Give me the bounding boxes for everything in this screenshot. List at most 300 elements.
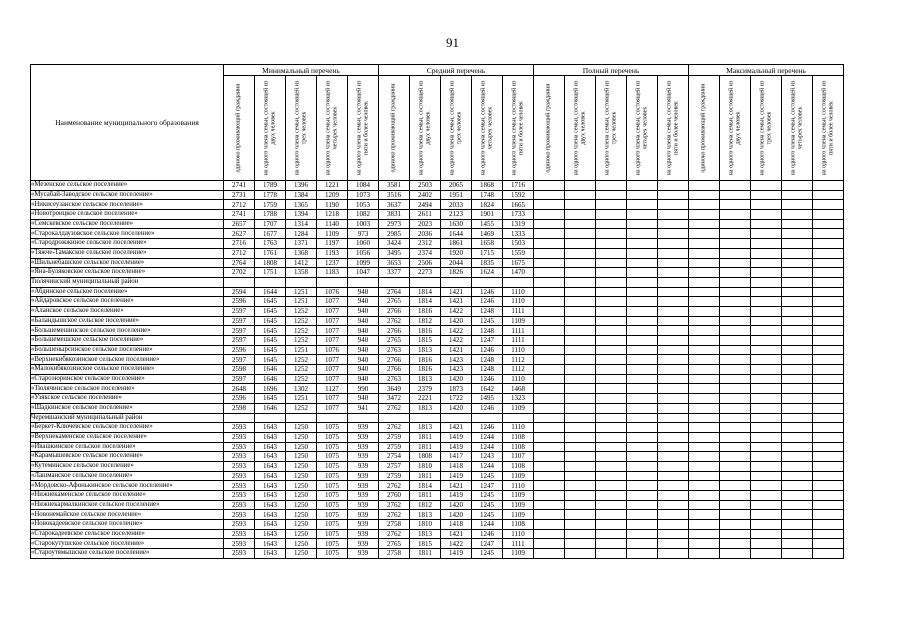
value-minimal: 2597	[224, 326, 255, 336]
value-full	[596, 539, 627, 549]
municipality-name: «Новонемайское сельское поселение»	[31, 510, 224, 520]
value-average: 2312	[410, 239, 441, 249]
value-maximal	[751, 200, 782, 210]
value-minimal: 1077	[317, 326, 348, 336]
value-full	[658, 355, 689, 365]
value-minimal: 1250	[286, 432, 317, 442]
value-full	[596, 229, 627, 239]
value-full	[565, 423, 596, 433]
value-minimal: 2597	[224, 374, 255, 384]
empty-cell	[503, 277, 534, 287]
value-maximal	[689, 520, 720, 530]
value-full	[565, 316, 596, 326]
value-maximal	[689, 219, 720, 229]
value-average: 1423	[441, 355, 472, 365]
value-maximal	[751, 442, 782, 452]
value-minimal: 939	[348, 549, 379, 559]
value-full	[565, 384, 596, 394]
value-average: 1873	[441, 384, 472, 394]
value-full	[534, 442, 565, 452]
municipality-name: «Тюлячинское сельское поселение»	[31, 384, 224, 394]
value-full	[658, 287, 689, 297]
value-maximal	[751, 219, 782, 229]
value-average: 1813	[410, 423, 441, 433]
municipality-name: «Малокибякозинское сельское поселение»	[31, 365, 224, 375]
value-full	[534, 258, 565, 268]
municipality-name: «Узякское сельское поселение»	[31, 394, 224, 404]
value-minimal: 1183	[317, 268, 348, 278]
value-average: 1246	[472, 529, 503, 539]
value-minimal: 1250	[286, 471, 317, 481]
value-full	[658, 297, 689, 307]
value-average: 1815	[410, 336, 441, 346]
value-maximal	[689, 549, 720, 559]
value-minimal: 1250	[286, 529, 317, 539]
value-average: 1108	[503, 520, 534, 530]
value-full	[658, 423, 689, 433]
value-full	[658, 461, 689, 471]
value-minimal: 940	[348, 306, 379, 316]
value-maximal	[813, 355, 844, 365]
value-maximal	[782, 442, 813, 452]
value-minimal: 1251	[286, 394, 317, 404]
value-minimal: 940	[348, 374, 379, 384]
value-minimal: 1284	[286, 229, 317, 239]
value-minimal: 1076	[317, 287, 348, 297]
value-full	[596, 529, 627, 539]
value-full	[658, 403, 689, 413]
sub-header-label: на одного члена семьи, состоящей из трех человек	[294, 80, 307, 176]
value-maximal	[782, 452, 813, 462]
sub-header-label: на одного члена семьи, состоящей из четырех человек	[635, 80, 649, 176]
value-maximal	[720, 403, 751, 413]
value-full	[534, 539, 565, 549]
value-maximal	[751, 287, 782, 297]
table-row	[31, 181, 844, 191]
value-average: 1108	[503, 442, 534, 452]
value-full	[627, 306, 658, 316]
value-maximal	[782, 229, 813, 239]
value-full	[565, 239, 596, 249]
value-average: 2762	[379, 510, 410, 520]
value-maximal	[720, 297, 751, 307]
value-minimal: 2741	[224, 181, 255, 191]
value-full	[565, 248, 596, 258]
value-full	[627, 500, 658, 510]
value-maximal	[720, 461, 751, 471]
value-minimal: 939	[348, 481, 379, 491]
value-average: 1813	[410, 374, 441, 384]
value-average: 1112	[503, 365, 534, 375]
value-maximal	[782, 336, 813, 346]
value-average: 1245	[472, 471, 503, 481]
value-average: 2044	[441, 258, 472, 268]
value-average: 1246	[472, 297, 503, 307]
value-full	[565, 336, 596, 346]
value-maximal	[813, 200, 844, 210]
value-average: 1811	[410, 549, 441, 559]
value-average: 2033	[441, 200, 472, 210]
value-maximal	[782, 190, 813, 200]
value-full	[534, 461, 565, 471]
value-minimal: 1643	[255, 539, 286, 549]
value-maximal	[689, 442, 720, 452]
value-average: 1826	[441, 268, 472, 278]
value-minimal: 1075	[317, 520, 348, 530]
municipality-name: «Верхнекаменское сельское поселение»	[31, 432, 224, 442]
value-full	[658, 258, 689, 268]
value-minimal: 1252	[286, 355, 317, 365]
value-maximal	[720, 491, 751, 501]
value-minimal: 1643	[255, 442, 286, 452]
value-minimal: 2731	[224, 190, 255, 200]
value-full	[596, 306, 627, 316]
value-minimal: 1250	[286, 423, 317, 433]
empty-cell	[317, 277, 348, 287]
value-average: 1418	[441, 461, 472, 471]
value-average: 1716	[503, 181, 534, 191]
value-minimal: 1645	[255, 306, 286, 316]
value-maximal	[751, 374, 782, 384]
value-minimal: 1250	[286, 461, 317, 471]
empty-cell	[472, 277, 503, 287]
value-full	[534, 248, 565, 258]
value-minimal: 1237	[317, 258, 348, 268]
district-section-row	[31, 277, 844, 287]
value-maximal	[751, 316, 782, 326]
value-average: 1469	[472, 229, 503, 239]
value-average: 1419	[441, 549, 472, 559]
empty-cell	[348, 277, 379, 287]
value-full	[565, 394, 596, 404]
municipality-name: «Кутеминское сельское поселение»	[31, 461, 224, 471]
value-minimal: 1075	[317, 423, 348, 433]
value-full	[596, 219, 627, 229]
value-average: 1110	[503, 481, 534, 491]
value-average: 3495	[379, 248, 410, 258]
value-average: 2763	[379, 374, 410, 384]
value-minimal: 973	[348, 229, 379, 239]
municipality-name: «Большенырсинское сельское поселение»	[31, 345, 224, 355]
sub-header-label: на одного члена семьи, состоящей из трех человек	[759, 80, 773, 176]
value-average: 1861	[441, 239, 472, 249]
value-average: 1420	[441, 374, 472, 384]
value-full	[565, 355, 596, 365]
value-full	[565, 500, 596, 510]
value-average: 1813	[410, 403, 441, 413]
value-maximal	[813, 306, 844, 316]
value-average: 3424	[379, 239, 410, 249]
value-full	[627, 336, 658, 346]
value-average: 1816	[410, 326, 441, 336]
value-average: 1824	[472, 200, 503, 210]
value-minimal: 1645	[255, 355, 286, 365]
value-full	[658, 181, 689, 191]
value-maximal	[720, 190, 751, 200]
municipality-name: «Тяжче-Тамакское сельское поселение»	[31, 248, 224, 258]
value-maximal	[782, 403, 813, 413]
value-average: 1418	[441, 520, 472, 530]
value-minimal: 940	[348, 297, 379, 307]
value-full	[596, 316, 627, 326]
value-minimal: 1365	[286, 200, 317, 210]
value-minimal: 1250	[286, 549, 317, 559]
municipality-name: «Старокалдаузовское сельское поселение»	[31, 229, 224, 239]
value-maximal	[782, 219, 813, 229]
empty-cell	[441, 277, 472, 287]
value-minimal: 1252	[286, 316, 317, 326]
value-average: 1111	[503, 539, 534, 549]
empty-cell	[627, 413, 658, 423]
municipality-name: «Абдинское сельское поселение»	[31, 287, 224, 297]
value-maximal	[751, 210, 782, 220]
table-body	[31, 181, 844, 559]
value-full	[658, 384, 689, 394]
value-full	[534, 336, 565, 346]
value-full	[627, 384, 658, 394]
value-full	[627, 219, 658, 229]
value-maximal	[751, 268, 782, 278]
value-maximal	[720, 316, 751, 326]
sub-header-label: на одного члена семьи, состоящей из четырех человек	[325, 80, 338, 176]
value-average: 2759	[379, 442, 410, 452]
value-full	[658, 520, 689, 530]
value-full	[627, 229, 658, 239]
value-maximal	[813, 520, 844, 530]
value-average: 1108	[503, 461, 534, 471]
value-full	[565, 345, 596, 355]
table-row	[31, 481, 844, 491]
value-maximal	[751, 549, 782, 559]
value-average: 1811	[410, 432, 441, 442]
value-minimal: 1751	[255, 268, 286, 278]
value-full	[565, 365, 596, 375]
sub-header-label: на одного члена семьи, состоящей из трех человек	[604, 80, 618, 176]
value-maximal	[813, 190, 844, 200]
value-maximal	[720, 481, 751, 491]
value-maximal	[813, 500, 844, 510]
value-average: 1245	[472, 510, 503, 520]
sub-header-label: на одного члена семьи, состоящей из двух человек	[573, 80, 587, 176]
value-maximal	[689, 539, 720, 549]
value-full	[658, 316, 689, 326]
value-average: 1503	[503, 239, 534, 249]
value-full	[534, 355, 565, 365]
value-maximal	[751, 510, 782, 520]
value-full	[534, 181, 565, 191]
value-average: 1559	[503, 248, 534, 258]
value-maximal	[751, 365, 782, 375]
value-minimal: 1076	[317, 345, 348, 355]
value-average: 2123	[441, 210, 472, 220]
value-full	[534, 365, 565, 375]
value-minimal: 2597	[224, 316, 255, 326]
value-maximal	[689, 374, 720, 384]
value-minimal: 1197	[317, 239, 348, 249]
value-full	[627, 355, 658, 365]
value-minimal: 1099	[348, 258, 379, 268]
value-average: 2759	[379, 432, 410, 442]
value-average: 1246	[472, 287, 503, 297]
value-full	[658, 374, 689, 384]
group-header-maximal: Максимальный перечень	[689, 65, 844, 76]
table-row	[31, 520, 844, 530]
value-average: 1110	[503, 345, 534, 355]
value-minimal: 1645	[255, 336, 286, 346]
municipality-name: «Мордовско-Афонькинское сельское поселение»	[31, 481, 224, 491]
value-average: 1422	[441, 539, 472, 549]
value-maximal	[689, 452, 720, 462]
value-minimal: 1394	[286, 210, 317, 220]
empty-cell	[813, 277, 844, 287]
value-minimal: 1077	[317, 365, 348, 375]
value-full	[534, 394, 565, 404]
value-full	[627, 432, 658, 442]
value-maximal	[720, 432, 751, 442]
value-full	[627, 510, 658, 520]
value-maximal	[689, 248, 720, 258]
value-minimal: 2702	[224, 268, 255, 278]
value-average: 1248	[472, 365, 503, 375]
value-average: 1715	[472, 248, 503, 258]
value-minimal: 1250	[286, 500, 317, 510]
value-minimal: 940	[348, 394, 379, 404]
table-row	[31, 442, 844, 452]
value-full	[565, 326, 596, 336]
value-minimal: 1252	[286, 374, 317, 384]
empty-cell	[596, 413, 627, 423]
value-full	[658, 491, 689, 501]
value-average: 1421	[441, 345, 472, 355]
value-maximal	[720, 510, 751, 520]
municipality-name: «Шильнебашское сельское поселение»	[31, 258, 224, 268]
value-maximal	[813, 491, 844, 501]
value-maximal	[751, 529, 782, 539]
value-maximal	[720, 423, 751, 433]
value-maximal	[689, 297, 720, 307]
value-minimal: 1250	[286, 520, 317, 530]
value-maximal	[720, 210, 751, 220]
value-maximal	[751, 500, 782, 510]
municipality-name: «Старокутушское сельское поселение»	[31, 539, 224, 549]
value-minimal: 1808	[255, 258, 286, 268]
value-average: 2762	[379, 316, 410, 326]
value-full	[596, 452, 627, 462]
value-minimal: 1252	[286, 365, 317, 375]
value-maximal	[751, 190, 782, 200]
value-average: 1422	[441, 336, 472, 346]
value-average: 1109	[503, 316, 534, 326]
municipality-name: «Айдаровское сельское поселение»	[31, 297, 224, 307]
value-full	[627, 239, 658, 249]
value-maximal	[813, 452, 844, 462]
value-full	[627, 345, 658, 355]
value-minimal: 1314	[286, 219, 317, 229]
value-average: 2023	[410, 219, 441, 229]
value-average: 1658	[472, 239, 503, 249]
empty-cell	[503, 413, 534, 423]
value-minimal: 2597	[224, 336, 255, 346]
value-maximal	[689, 181, 720, 191]
value-full	[627, 471, 658, 481]
value-minimal: 1251	[286, 297, 317, 307]
value-maximal	[782, 423, 813, 433]
value-maximal	[782, 365, 813, 375]
value-full	[658, 500, 689, 510]
value-average: 1333	[503, 229, 534, 239]
value-minimal: 941	[348, 403, 379, 413]
value-average: 1245	[472, 549, 503, 559]
sub-header-label: на одного члена семьи, состоящей из пяти и более человек	[821, 80, 835, 176]
table-row	[31, 355, 844, 365]
value-maximal	[720, 239, 751, 249]
value-minimal: 1643	[255, 432, 286, 442]
table-row	[31, 336, 844, 346]
sub-header-maximal-5	[813, 76, 844, 181]
value-full	[658, 336, 689, 346]
value-full	[565, 442, 596, 452]
value-average: 1420	[441, 403, 472, 413]
value-maximal	[813, 365, 844, 375]
value-minimal: 939	[348, 442, 379, 452]
value-full	[596, 510, 627, 520]
value-full	[596, 336, 627, 346]
value-full	[565, 306, 596, 316]
value-minimal: 2712	[224, 200, 255, 210]
empty-cell	[255, 277, 286, 287]
value-average: 2765	[379, 297, 410, 307]
value-average: 2611	[410, 210, 441, 220]
value-maximal	[813, 384, 844, 394]
value-minimal: 940	[348, 326, 379, 336]
municipality-name: «Нижнекармалкинское сельское поселение»	[31, 500, 224, 510]
value-maximal	[813, 432, 844, 442]
sub-header-label: на одного члена семьи, состоящей из четырех человек	[790, 80, 804, 176]
table-row	[31, 326, 844, 336]
value-full	[534, 190, 565, 200]
table-row	[31, 452, 844, 462]
value-minimal: 1759	[255, 200, 286, 210]
value-minimal: 1645	[255, 316, 286, 326]
value-maximal	[689, 432, 720, 442]
value-full	[627, 442, 658, 452]
value-average: 1951	[441, 190, 472, 200]
group-header-minimal: Минимальный перечень	[224, 65, 379, 76]
value-minimal: 2596	[224, 297, 255, 307]
value-maximal	[751, 403, 782, 413]
value-average: 1815	[410, 539, 441, 549]
empty-cell	[751, 277, 782, 287]
value-maximal	[720, 258, 751, 268]
value-full	[596, 190, 627, 200]
value-minimal: 1193	[317, 248, 348, 258]
value-average: 1733	[503, 210, 534, 220]
value-full	[565, 287, 596, 297]
value-full	[658, 345, 689, 355]
value-full	[534, 432, 565, 442]
table-row	[31, 200, 844, 210]
table-row	[31, 374, 844, 384]
value-minimal: 2598	[224, 365, 255, 375]
value-maximal	[720, 219, 751, 229]
value-average: 2766	[379, 326, 410, 336]
value-average: 1109	[503, 500, 534, 510]
value-minimal: 1190	[317, 200, 348, 210]
value-full	[596, 461, 627, 471]
value-minimal: 1251	[286, 345, 317, 355]
value-maximal	[751, 481, 782, 491]
value-full	[565, 268, 596, 278]
